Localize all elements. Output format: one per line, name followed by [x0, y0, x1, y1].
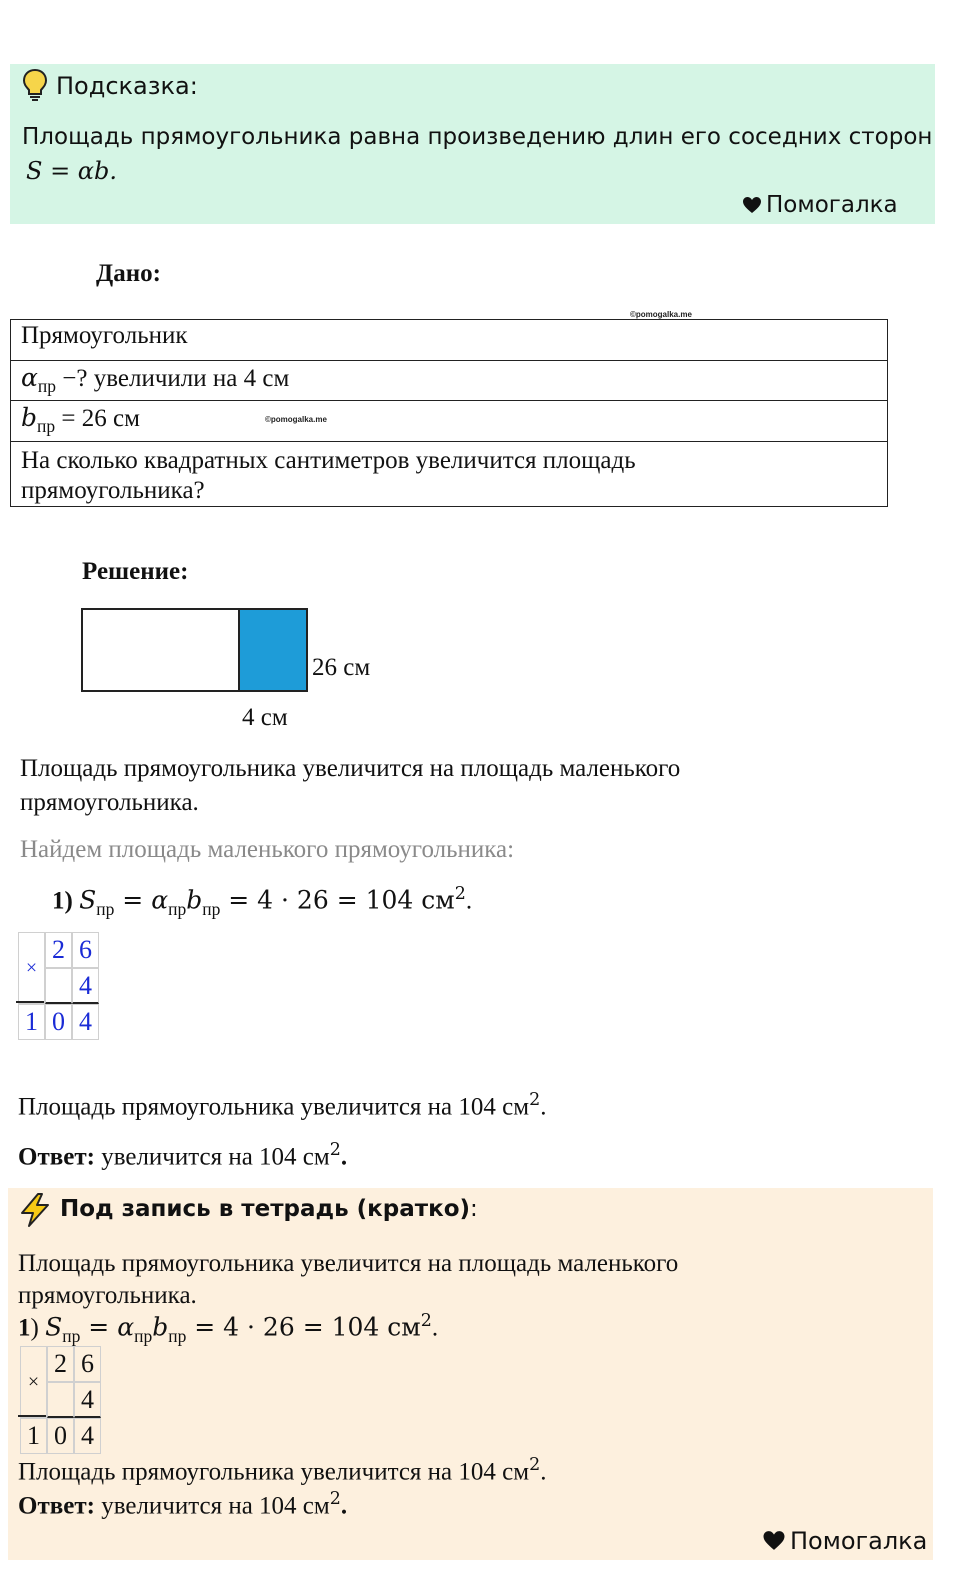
empty-cell — [45, 968, 72, 1004]
big-rectangle — [81, 608, 238, 692]
answer-text: увеличится на 104 см — [94, 1492, 330, 1520]
digit: 6 — [74, 1346, 101, 1382]
answer — [18, 1140, 347, 1172]
solution-title: Решение: — [82, 558, 189, 585]
notebook-conclusion — [18, 1455, 546, 1487]
notebook-title — [60, 1196, 478, 1222]
power-2: 2 — [329, 1140, 341, 1160]
step-number: 1) — [52, 887, 73, 915]
given-row — [11, 442, 887, 506]
side-label: 26 см — [312, 654, 371, 681]
sub-a: пр — [37, 376, 57, 397]
empty-cell — [47, 1382, 74, 1418]
given-row — [11, 361, 887, 401]
notebook-answer — [18, 1489, 347, 1521]
step-expression: = 4 · 26 = 104 см — [220, 885, 455, 915]
underline — [16, 1001, 44, 1003]
given-row — [11, 320, 887, 361]
given-row — [11, 401, 887, 442]
digit: 2 — [45, 932, 72, 968]
digit: 1 — [20, 1418, 47, 1454]
lightbulb-icon — [22, 68, 48, 102]
power-2: 2 — [329, 1489, 341, 1509]
multiplication-grid — [20, 1346, 101, 1454]
hint-title: Подсказка: — [56, 72, 198, 100]
given-table — [10, 319, 888, 507]
notebook-paragraph: Площадь прямоугольника увеличится на площадь маленького прямоугольника. — [18, 1250, 679, 1309]
digit: 4 — [72, 968, 99, 1004]
watermark: ©pomogalka.me — [630, 310, 692, 319]
conclusion-text: Площадь прямоугольника увеличится на 104 см — [18, 1093, 530, 1121]
digit: 6 — [72, 932, 99, 968]
given-question: На сколько квадратных сантиметров увеличится площадь прямоугольника? — [21, 447, 636, 504]
solution-subtitle: Найдем площадь маленького прямоугольника: — [20, 836, 515, 863]
solution-paragraph: Площадь прямоугольника увеличится на площадь маленького прямоугольника. — [20, 755, 681, 816]
digit: 1 — [18, 1004, 45, 1040]
conclusion-text: Площадь прямоугольника увеличится на 104 см — [18, 1458, 530, 1486]
notebook-brand — [762, 1527, 927, 1555]
given-title: Дано: — [96, 260, 161, 287]
heart-icon — [762, 1530, 786, 1551]
given-a-text: −? увеличили на 4 см — [56, 365, 290, 392]
colon: : — [470, 1196, 478, 1222]
bottom-label: 4 см — [242, 704, 288, 731]
conclusion — [18, 1090, 546, 1122]
sub-b: пр — [37, 416, 56, 437]
notebook-step-1: 1) $S_{пр} = \alpha_{пр}b_{пр} = 4 \cdot 26 = 104$ $см^2$. — [18, 1311, 439, 1346]
digit: 2 — [47, 1346, 74, 1382]
var-b: b — [21, 403, 38, 432]
multiplication-grid — [18, 932, 99, 1040]
power-2: 2 — [454, 884, 466, 904]
answer-label: Ответ: — [18, 1143, 95, 1171]
small-rectangle — [238, 608, 308, 692]
step-end: . — [465, 887, 473, 915]
answer-label: Ответ: — [18, 1492, 95, 1520]
power-2: 2 — [529, 1455, 541, 1475]
hint-formula: S = αb. — [26, 157, 118, 185]
dot: . — [540, 1458, 547, 1486]
notebook-title-text: Под запись в тетрадь (кратко) — [60, 1196, 471, 1222]
digit: 4 — [74, 1382, 101, 1418]
hint-brand — [742, 192, 898, 218]
brand-label: Помогалка — [766, 192, 898, 218]
watermark: ©pomogalka.me — [265, 415, 327, 424]
answer-text: увеличится на 104 см — [94, 1143, 330, 1171]
step-end: . — [431, 1314, 439, 1342]
power-2: 2 — [420, 1311, 432, 1331]
var-a: α — [21, 363, 38, 392]
times-sign: × — [18, 932, 45, 1004]
digit: 0 — [45, 1004, 72, 1040]
step-1: 1) $S_{пр} = \alpha_{пр}b_{пр} = 4 \cdot 26 = 104$ $см^2$. — [52, 884, 473, 919]
step-expression: = 4 · 26 = 104 см — [186, 1312, 421, 1342]
digit: 4 — [72, 1004, 99, 1040]
power-2: 2 — [529, 1090, 541, 1110]
times-sign: × — [20, 1346, 47, 1418]
digit: 0 — [47, 1418, 74, 1454]
dot: . — [340, 1492, 348, 1520]
digit: 4 — [74, 1418, 101, 1454]
given-shape: Прямоугольник — [21, 322, 188, 349]
dot: . — [540, 1093, 547, 1121]
underline — [18, 1415, 46, 1417]
brand-label: Помогалка — [790, 1527, 928, 1555]
dot: . — [340, 1143, 348, 1171]
lightning-icon — [18, 1192, 52, 1228]
heart-icon — [742, 196, 762, 214]
hint-text: Площадь прямоугольника равна произведению длин его соседних сторон — [22, 124, 933, 150]
given-b-text: = 26 см — [55, 405, 140, 432]
